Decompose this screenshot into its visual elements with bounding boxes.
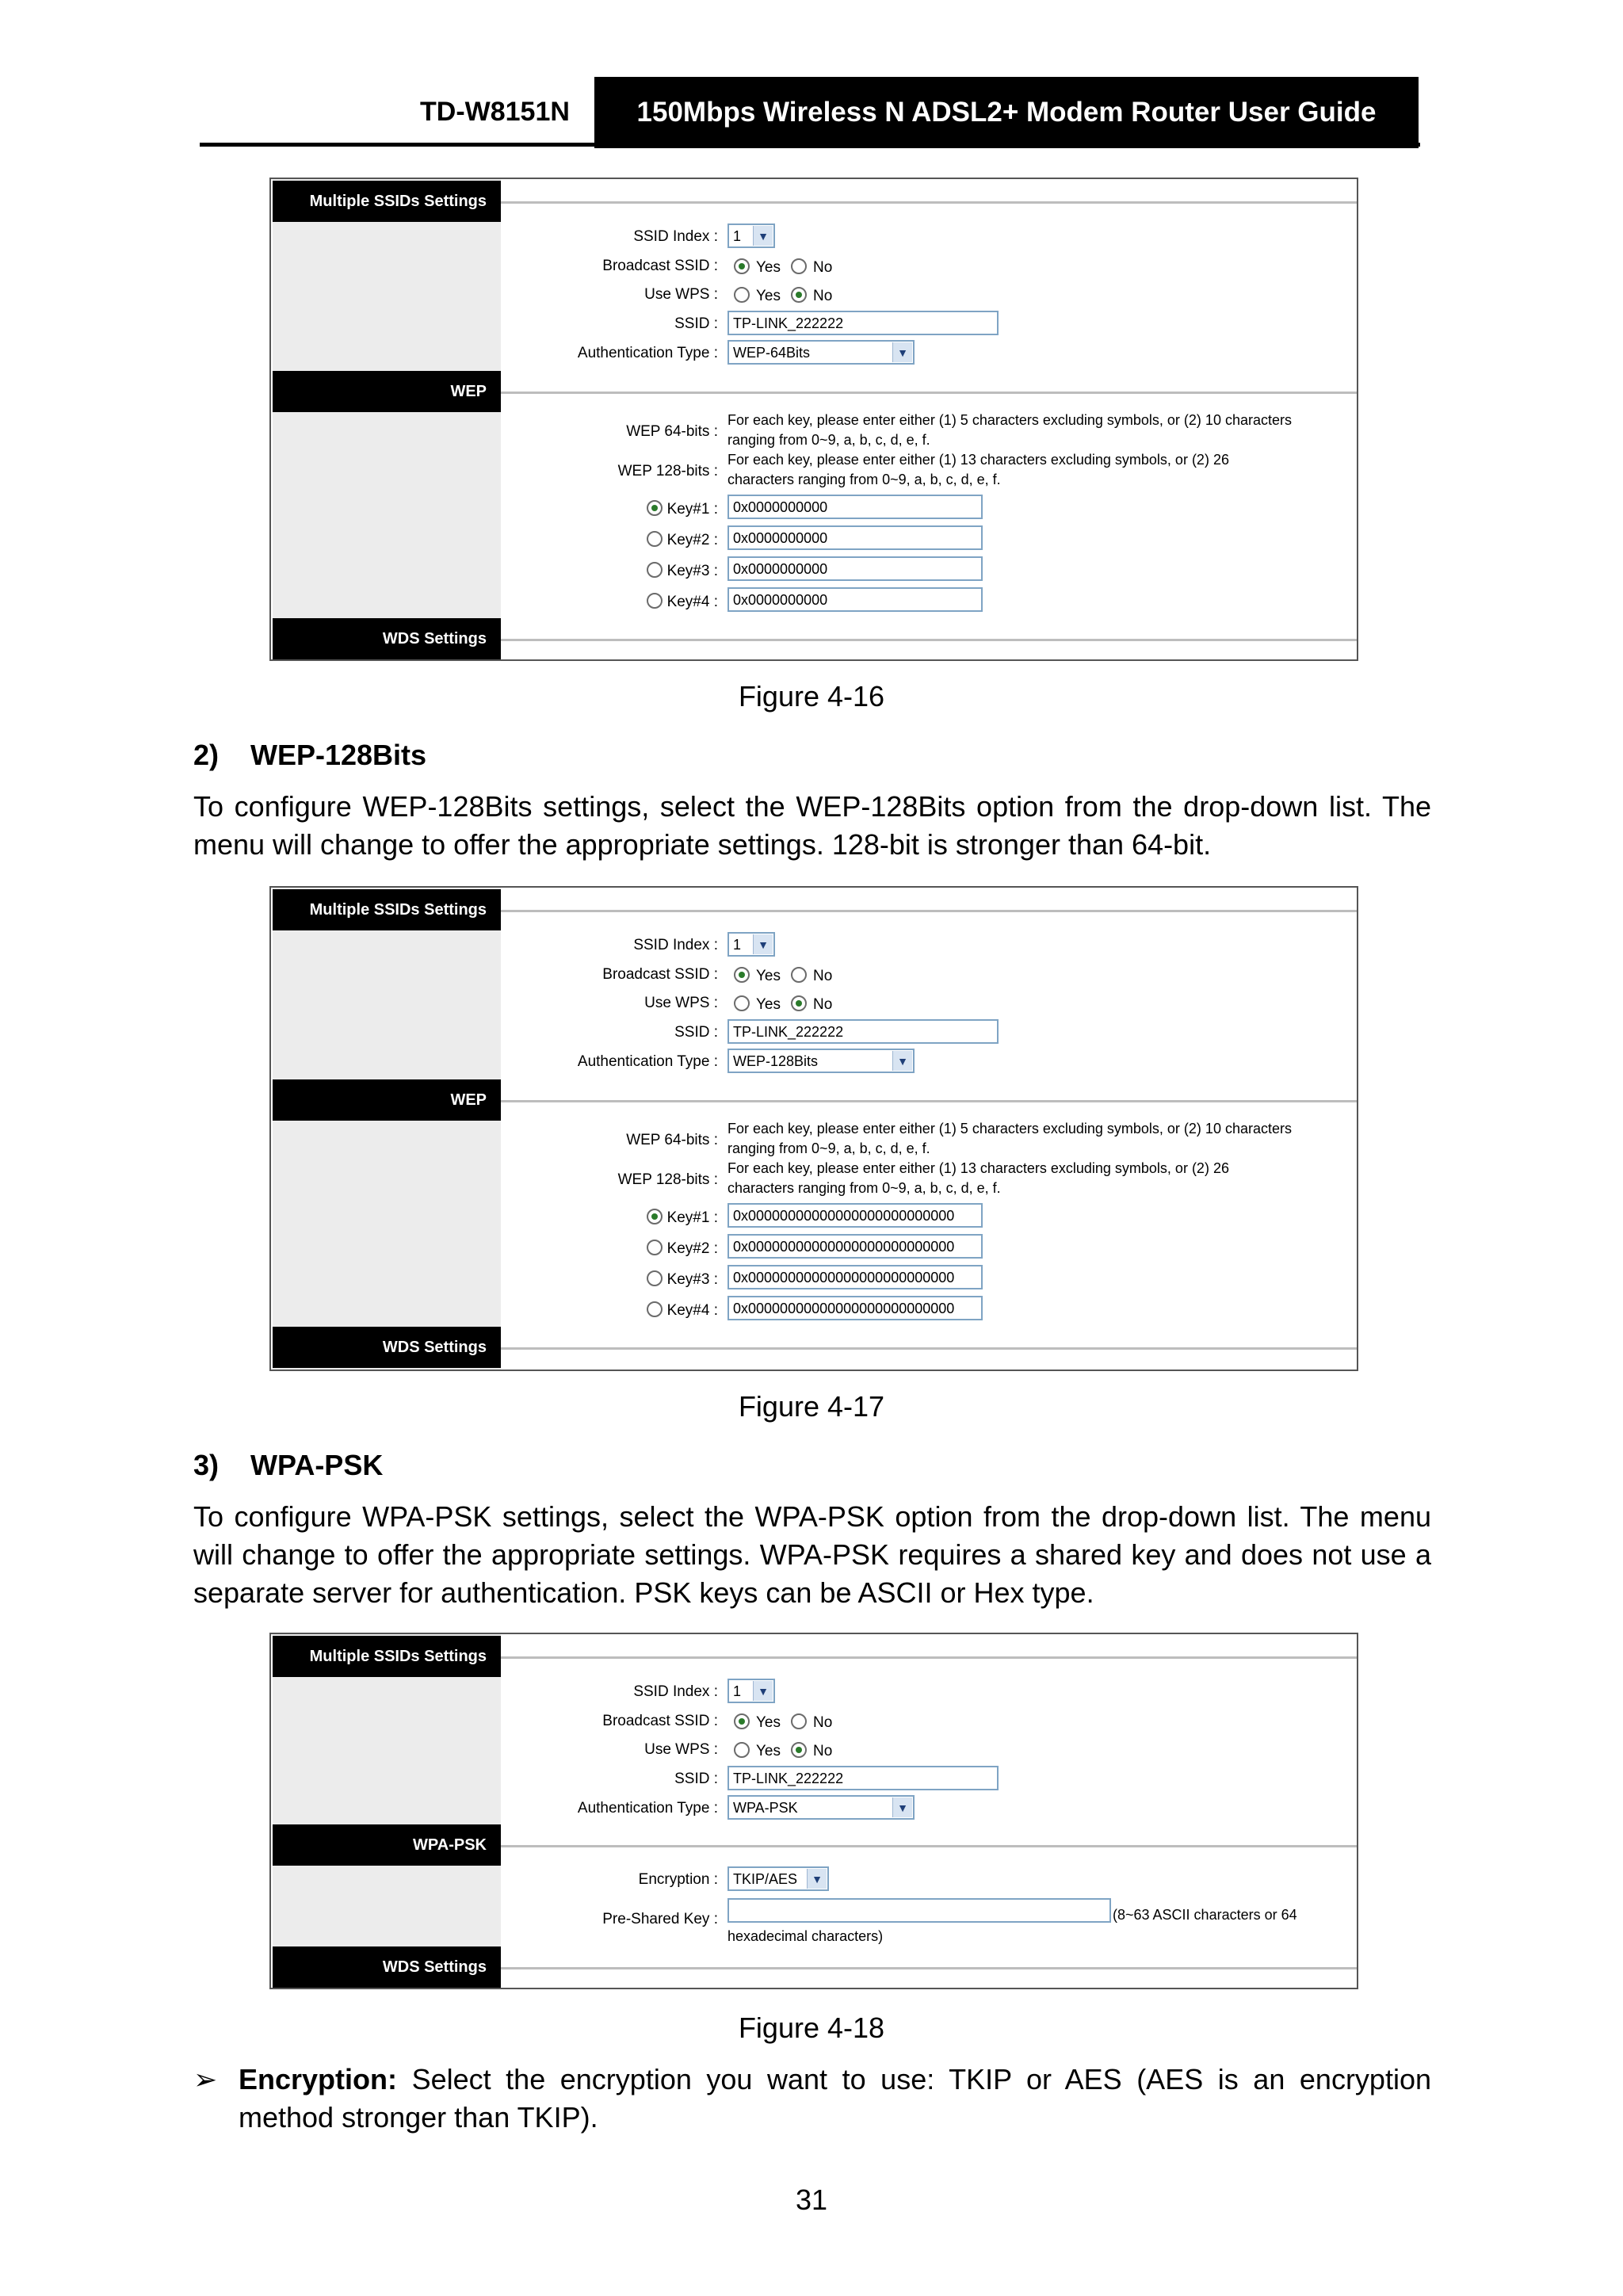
auth-type-value: WEP-64Bits [733,345,811,361]
use-wps-no-radio[interactable] [791,995,807,1011]
key3-radio[interactable] [647,1270,663,1286]
key1-input[interactable]: 0x00000000000000000000000000 [727,1203,983,1228]
psk-note-line2: hexadecimal characters) [727,1928,884,1944]
key2-radio[interactable] [647,1240,663,1255]
auth-type-label: Authentication Type : [577,1800,718,1817]
section-heading [193,739,426,772]
no-label: No [813,288,833,304]
chevron-down-icon: ▼ [753,934,773,954]
page-number: 31 [795,2183,828,2216]
use-wps-label: Use WPS : [644,286,718,303]
figure-4-17-panel [269,886,1358,1371]
wep128-note [727,450,1229,490]
auth-type-value: WPA-PSK [733,1800,798,1816]
section-divider [501,1967,1357,1969]
use-wps-no-radio[interactable] [791,287,807,303]
key4-label: Key#4 : [666,1302,718,1319]
section-divider [501,1100,1357,1102]
section-multiple-ssids: Multiple SSIDs Settings [273,1636,501,1677]
section-title: WEP-128Bits [250,739,427,771]
no-label: No [813,259,833,276]
psk-input[interactable] [727,1898,1111,1923]
section-wep: WEP [273,1079,501,1121]
section-divider [501,639,1357,641]
yes-label: Yes [756,1714,781,1731]
use-wps-label: Use WPS : [644,1741,718,1758]
ssid-index-label: SSID Index : [633,228,718,245]
ssid-label: SSID : [674,1024,718,1041]
wep128-note-line1: For each key, please enter either (1) 13 characters excluding symbols, or (2) 26 [727,1160,1229,1176]
encryption-label: Encryption : [638,1871,718,1888]
yes-label: Yes [756,259,781,276]
key2-label: Key#2 : [666,1240,718,1257]
figure-caption: Figure 4-18 [738,2011,885,2044]
bullet-description: Select the encryption you want to use: TKIP or AES (AES is an encryption method stronger than TKIP). [239,2063,1431,2134]
chevron-down-icon: ▼ [753,1681,773,1701]
section-wds-settings: WDS Settings [273,1946,501,1988]
yes-label: Yes [756,968,781,984]
yes-label: Yes [756,1743,781,1759]
arrow-bullet-icon: ➢ [193,2063,218,2095]
ssid-index-select[interactable] [727,1679,775,1703]
key2-input[interactable]: 0x00000000000000000000000000 [727,1234,983,1259]
key4-radio[interactable] [647,593,663,609]
section-divider [501,1347,1357,1350]
key4-radio[interactable] [647,1301,663,1317]
section-multiple-ssids: Multiple SSIDs Settings [273,889,501,930]
broadcast-ssid-label: Broadcast SSID : [602,966,718,983]
ssid-index-value: 1 [733,1683,742,1699]
chevron-down-icon: ▼ [753,226,773,246]
ssid-input[interactable]: TP-LINK_222222 [727,1019,999,1044]
section-wpa-psk: WPA-PSK [273,1824,501,1866]
key1-label: Key#1 : [666,1209,718,1226]
key1-input[interactable]: 0x0000000000 [727,495,983,519]
broadcast-ssid-yes-radio[interactable] [734,1713,750,1729]
header-guide-title: 150Mbps Wireless N ADSL2+ Modem Router User Guide [594,77,1419,148]
section-multiple-ssids: Multiple SSIDs Settings [273,181,501,222]
chevron-down-icon: ▼ [892,342,912,362]
broadcast-ssid-yes-radio[interactable] [734,967,750,983]
no-label: No [813,1743,833,1759]
section-number: 3) [193,1449,220,1481]
key4-input[interactable]: 0x00000000000000000000000000 [727,1296,983,1320]
key2-radio[interactable] [647,531,663,547]
chevron-down-icon: ▼ [892,1797,912,1817]
auth-type-select[interactable] [727,1049,915,1073]
section-paragraph: To configure WEP-128Bits settings, select the WEP-128Bits option from the drop-down list. The menu will change to offer the appropriate settings. 128-bit is stronger than 64-bit. [193,790,1431,861]
psk-label: Pre-Shared Key : [602,1911,718,1927]
wep64-note [727,1119,1292,1159]
figure-4-18-panel [269,1633,1358,1989]
ssid-index-select[interactable] [727,932,775,957]
auth-type-label: Authentication Type : [577,345,718,361]
chevron-down-icon: ▼ [807,1869,827,1889]
ssid-input[interactable]: TP-LINK_222222 [727,311,999,335]
wep128-note-line2: characters ranging from 0~9, a, b, c, d, e, f. [727,1180,1001,1196]
key3-input[interactable]: 0x0000000000 [727,556,983,581]
section-divider [501,910,1357,912]
key2-input[interactable]: 0x0000000000 [727,525,983,550]
key3-label: Key#3 : [666,563,718,579]
key4-input[interactable]: 0x0000000000 [727,587,983,612]
figure-4-16-panel [269,178,1358,661]
key4-label: Key#4 : [666,594,718,610]
encryption-bullet [193,2061,1431,2137]
wep128-label: WEP 128-bits : [617,463,718,479]
section-title: WPA-PSK [250,1449,384,1481]
ssid-index-value: 1 [733,228,742,244]
key2-label: Key#2 : [666,532,718,548]
broadcast-ssid-label: Broadcast SSID : [602,1713,718,1729]
use-wps-yes-radio[interactable] [734,1742,750,1758]
bullet-text [239,2061,1431,2137]
no-label: No [813,968,833,984]
ssid-index-label: SSID Index : [633,1683,718,1700]
ssid-label: SSID : [674,315,718,332]
broadcast-ssid-no-radio[interactable] [791,1713,807,1729]
broadcast-ssid-label: Broadcast SSID : [602,258,718,274]
ssid-label: SSID : [674,1771,718,1787]
section-divider [501,1656,1357,1659]
yes-label: Yes [756,996,781,1013]
ssid-index-label: SSID Index : [633,937,718,953]
figure-caption: Figure 4-16 [738,680,885,712]
wep64-label: WEP 64-bits : [626,1132,718,1148]
header-rule [200,143,1420,147]
auth-type-value: WEP-128Bits [733,1053,819,1069]
panel-sidebar [273,1634,501,1988]
header-model: TD-W8151N [420,97,570,127]
auth-type-label: Authentication Type : [577,1053,718,1070]
no-label: No [813,996,833,1013]
ssid-index-select[interactable] [727,223,775,248]
figure-caption: Figure 4-17 [738,1390,885,1423]
use-wps-label: Use WPS : [644,995,718,1011]
ssid-index-value: 1 [733,937,742,953]
broadcast-ssid-no-radio[interactable] [791,967,807,983]
use-wps-no-radio[interactable] [791,1742,807,1758]
wep64-note [727,411,1292,450]
wep128-label: WEP 128-bits : [617,1171,718,1188]
key1-radio[interactable] [647,500,663,516]
no-label: No [813,1714,833,1731]
section-wds-settings: WDS Settings [273,618,501,659]
key3-input[interactable]: 0x00000000000000000000000000 [727,1265,983,1289]
wep128-note-line1: For each key, please enter either (1) 13 characters excluding symbols, or (2) 26 [727,452,1229,468]
bullet-term: Encryption: [239,2063,398,2095]
section-paragraph: To configure WPA-PSK settings, select the WPA-PSK option from the drop-down list. The menu will change to offer the appropriate settings. WPA-PSK requires a shared key and does not use a separate server for authentication. PSK keys can be ASCII or Hex type. [193,1500,1431,1609]
wep128-note [727,1159,1229,1198]
section-divider [501,1845,1357,1847]
section-divider [501,392,1357,394]
wep64-note-line2: ranging from 0~9, a, b, c, d, e, f. [727,1140,930,1156]
section-number: 2) [193,739,220,771]
auth-type-select[interactable] [727,340,915,365]
broadcast-ssid-no-radio[interactable] [791,258,807,274]
panel-sidebar [273,888,501,1370]
psk-note-line1: (8~63 ASCII characters or 64 [1113,1907,1297,1923]
section-wds-settings: WDS Settings [273,1327,501,1368]
wep64-note-line2: ranging from 0~9, a, b, c, d, e, f. [727,432,930,448]
wep128-note-line2: characters ranging from 0~9, a, b, c, d, e, f. [727,472,1001,487]
section-divider [501,201,1357,204]
wep64-note-line1: For each key, please enter either (1) 5 characters excluding symbols, or (2) 10 characters [727,412,1292,428]
key1-label: Key#1 : [666,501,718,518]
chevron-down-icon: ▼ [892,1051,912,1071]
panel-sidebar [273,179,501,659]
use-wps-yes-radio[interactable] [734,287,750,303]
encryption-select[interactable] [727,1866,829,1891]
ssid-input[interactable]: TP-LINK_222222 [727,1766,999,1790]
wep64-label: WEP 64-bits : [626,423,718,440]
broadcast-ssid-yes-radio[interactable] [734,258,750,274]
key3-label: Key#3 : [666,1271,718,1288]
yes-label: Yes [756,288,781,304]
key1-radio[interactable] [647,1209,663,1224]
encryption-value: TKIP/AES [733,1871,798,1887]
wep64-note-line1: For each key, please enter either (1) 5 characters excluding symbols, or (2) 10 characters [727,1121,1292,1137]
section-wep: WEP [273,371,501,412]
use-wps-yes-radio[interactable] [734,995,750,1011]
auth-type-select[interactable] [727,1795,915,1820]
key3-radio[interactable] [647,562,663,578]
section-heading [193,1449,383,1482]
